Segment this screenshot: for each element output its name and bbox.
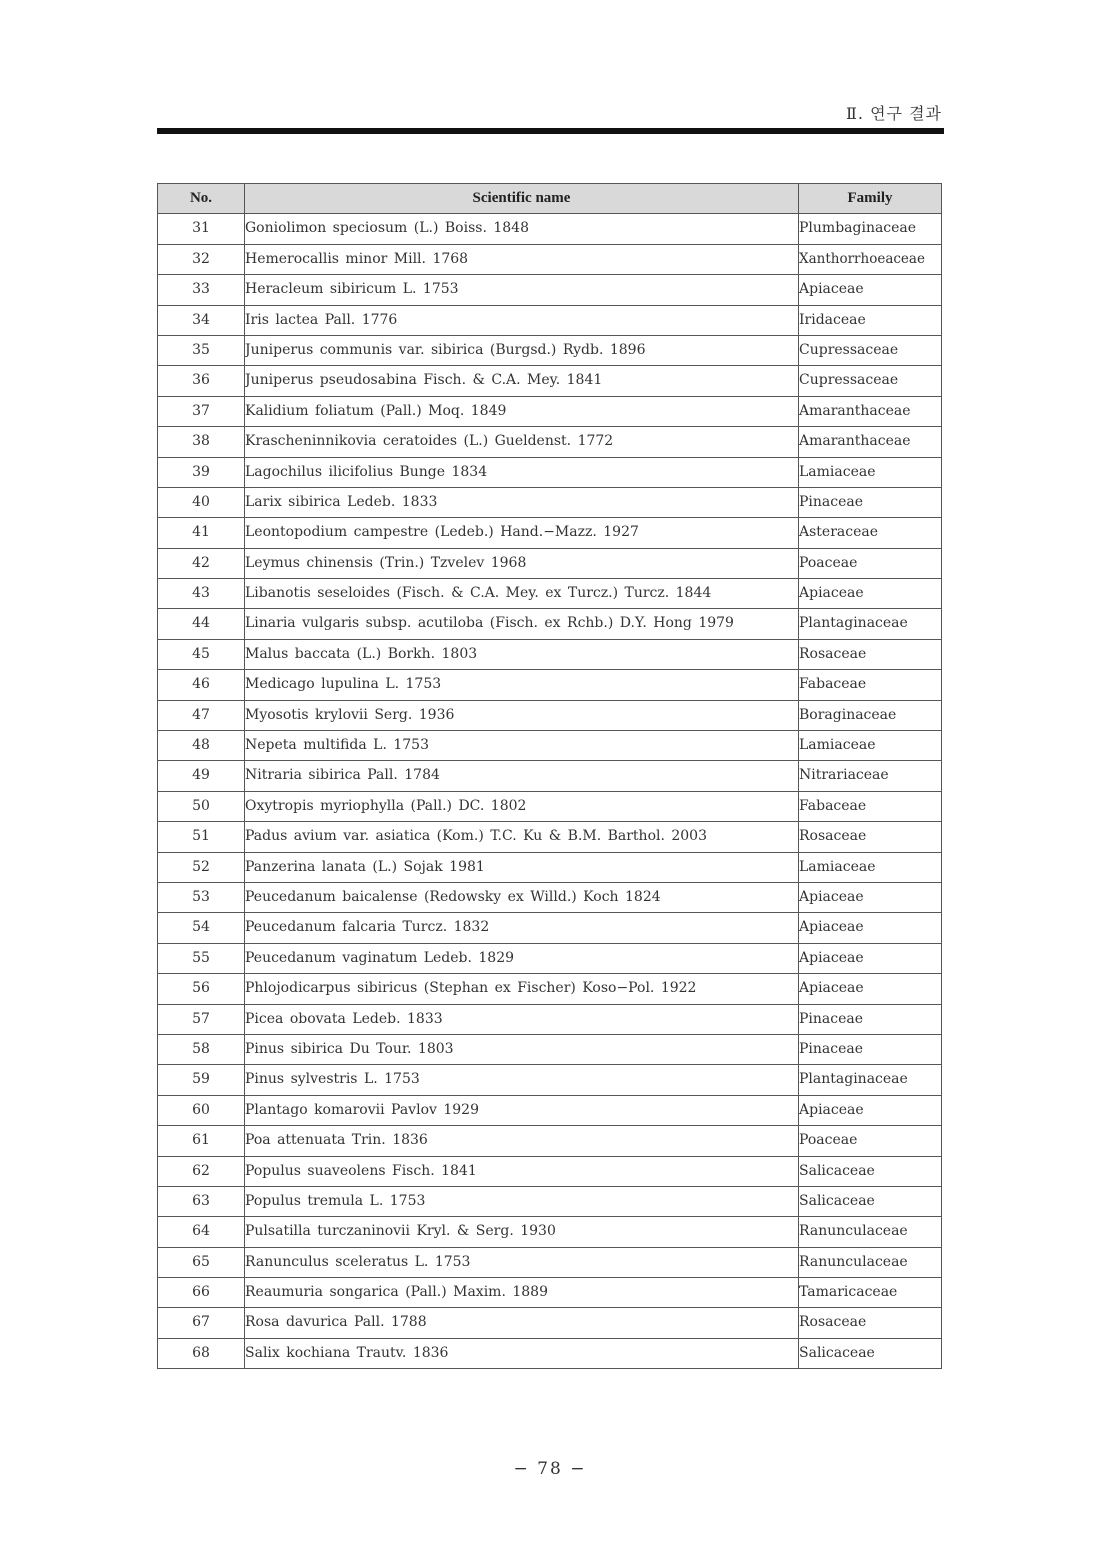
- family-name: Asteraceae: [799, 518, 942, 548]
- family-name: Pinaceae: [799, 1034, 942, 1064]
- scientific-name: Picea obovata Ledeb. 1833: [245, 1004, 799, 1034]
- family-name: Poaceae: [799, 1126, 942, 1156]
- row-number: 42: [158, 548, 245, 578]
- family-name: Apiaceae: [799, 275, 942, 305]
- family-name: Rosaceae: [799, 639, 942, 669]
- row-number: 52: [158, 852, 245, 882]
- page-number: − 78 −: [513, 1459, 587, 1479]
- family-name: Rosaceae: [799, 1308, 942, 1338]
- table-row: [158, 700, 942, 730]
- family-name: Fabaceae: [799, 670, 942, 700]
- family-name: Apiaceae: [799, 913, 942, 943]
- table-row: [158, 548, 942, 578]
- scientific-name: Medicago lupulina L. 1753: [245, 670, 799, 700]
- table-row: [158, 1338, 942, 1368]
- species-table: [157, 183, 942, 1369]
- family-name: Apiaceae: [799, 943, 942, 973]
- row-number: 62: [158, 1156, 245, 1186]
- family-name: Lamiaceae: [799, 731, 942, 761]
- table-row: [158, 457, 942, 487]
- family-name: Fabaceae: [799, 791, 942, 821]
- row-number: 38: [158, 427, 245, 457]
- row-number: 36: [158, 366, 245, 396]
- family-name: Cupressaceae: [799, 366, 942, 396]
- row-number: 41: [158, 518, 245, 548]
- row-number: 61: [158, 1126, 245, 1156]
- table-row: [158, 1308, 942, 1338]
- row-number: 54: [158, 913, 245, 943]
- scientific-name: Nepeta multifida L. 1753: [245, 731, 799, 761]
- row-number: 64: [158, 1217, 245, 1247]
- row-number: 32: [158, 244, 245, 274]
- table-row: [158, 1065, 942, 1095]
- scientific-name: Pinus sibirica Du Tour. 1803: [245, 1034, 799, 1064]
- table-header-row: [158, 184, 942, 214]
- scientific-name: Malus baccata (L.) Borkh. 1803: [245, 639, 799, 669]
- scientific-name: Padus avium var. asiatica (Kom.) T.C. Ku & B.M. Barthol. 2003: [245, 822, 799, 852]
- scientific-name: Populus tremula L. 1753: [245, 1186, 799, 1216]
- scientific-name: Populus suaveolens Fisch. 1841: [245, 1156, 799, 1186]
- table-row: [158, 852, 942, 882]
- table-row: [158, 1156, 942, 1186]
- row-number: 47: [158, 700, 245, 730]
- family-name: Amaranthaceae: [799, 427, 942, 457]
- scientific-name: Goniolimon speciosum (L.) Boiss. 1848: [245, 214, 799, 244]
- scientific-name: Libanotis seseloides (Fisch. & C.A. Mey. ex Turcz.) Turcz. 1844: [245, 579, 799, 609]
- scientific-name: Iris lactea Pall. 1776: [245, 305, 799, 335]
- table-row: [158, 1095, 942, 1125]
- row-number: 40: [158, 487, 245, 517]
- scientific-name: Panzerina lanata (L.) Sojak 1981: [245, 852, 799, 882]
- header-rule: [157, 128, 944, 134]
- row-number: 45: [158, 639, 245, 669]
- scientific-name: Oxytropis myriophylla (Pall.) DC. 1802: [245, 791, 799, 821]
- family-name: Plantaginaceae: [799, 1065, 942, 1095]
- family-name: Pinaceae: [799, 1004, 942, 1034]
- table-row: [158, 335, 942, 365]
- scientific-name: Hemerocallis minor Mill. 1768: [245, 244, 799, 274]
- family-name: Plumbaginaceae: [799, 214, 942, 244]
- row-number: 31: [158, 214, 245, 244]
- scientific-name: Phlojodicarpus sibiricus (Stephan ex Fischer) Koso−Pol. 1922: [245, 974, 799, 1004]
- row-number: 60: [158, 1095, 245, 1125]
- scientific-name: Juniperus pseudosabina Fisch. & C.A. Mey. 1841: [245, 366, 799, 396]
- scientific-name: Peucedanum vaginatum Ledeb. 1829: [245, 943, 799, 973]
- row-number: 50: [158, 791, 245, 821]
- table-row: [158, 396, 942, 426]
- row-number: 65: [158, 1247, 245, 1277]
- family-name: Apiaceae: [799, 579, 942, 609]
- family-name: Nitrariaceae: [799, 761, 942, 791]
- table-row: [158, 731, 942, 761]
- scientific-name: Plantago komarovii Pavlov 1929: [245, 1095, 799, 1125]
- row-number: 37: [158, 396, 245, 426]
- row-number: 35: [158, 335, 245, 365]
- scientific-name: Peucedanum falcaria Turcz. 1832: [245, 913, 799, 943]
- table-row: [158, 1247, 942, 1277]
- family-name: Tamaricaceae: [799, 1278, 942, 1308]
- scientific-name: Rosa davurica Pall. 1788: [245, 1308, 799, 1338]
- family-name: Ranunculaceae: [799, 1217, 942, 1247]
- family-name: Xanthorrhoeaceae: [799, 244, 942, 274]
- row-number: 39: [158, 457, 245, 487]
- column-header-no: No.: [158, 184, 245, 214]
- row-number: 66: [158, 1278, 245, 1308]
- row-number: 43: [158, 579, 245, 609]
- table-row: [158, 639, 942, 669]
- scientific-name: Nitraria sibirica Pall. 1784: [245, 761, 799, 791]
- table-row: [158, 1278, 942, 1308]
- scientific-name: Juniperus communis var. sibirica (Burgsd.) Rydb. 1896: [245, 335, 799, 365]
- family-name: Lamiaceae: [799, 852, 942, 882]
- table-body: [158, 214, 942, 1369]
- column-header-scientific-name: Scientific name: [245, 184, 799, 214]
- row-number: 46: [158, 670, 245, 700]
- table-row: [158, 1004, 942, 1034]
- family-name: Plantaginaceae: [799, 609, 942, 639]
- family-name: Amaranthaceae: [799, 396, 942, 426]
- row-number: 57: [158, 1004, 245, 1034]
- row-number: 51: [158, 822, 245, 852]
- row-number: 68: [158, 1338, 245, 1368]
- scientific-name: Heracleum sibiricum L. 1753: [245, 275, 799, 305]
- row-number: 48: [158, 731, 245, 761]
- row-number: 44: [158, 609, 245, 639]
- table-row: [158, 761, 942, 791]
- family-name: Poaceae: [799, 548, 942, 578]
- table-row: [158, 1034, 942, 1064]
- family-name: Apiaceae: [799, 974, 942, 1004]
- scientific-name: Salix kochiana Trautv. 1836: [245, 1338, 799, 1368]
- table-row: [158, 1126, 942, 1156]
- family-name: Pinaceae: [799, 487, 942, 517]
- table-row: [158, 974, 942, 1004]
- row-number: 53: [158, 882, 245, 912]
- scientific-name: Poa attenuata Trin. 1836: [245, 1126, 799, 1156]
- scientific-name: Pulsatilla turczaninovii Kryl. & Serg. 1930: [245, 1217, 799, 1247]
- scientific-name: Leymus chinensis (Trin.) Tzvelev 1968: [245, 548, 799, 578]
- table-row: [158, 882, 942, 912]
- table-row: [158, 609, 942, 639]
- row-number: 33: [158, 275, 245, 305]
- scientific-name: Leontopodium campestre (Ledeb.) Hand.−Mazz. 1927: [245, 518, 799, 548]
- table-row: [158, 1217, 942, 1247]
- table-row: [158, 791, 942, 821]
- row-number: 34: [158, 305, 245, 335]
- family-name: Salicaceae: [799, 1338, 942, 1368]
- family-name: Cupressaceae: [799, 335, 942, 365]
- scientific-name: Peucedanum baicalense (Redowsky ex Willd.) Koch 1824: [245, 882, 799, 912]
- table-row: [158, 305, 942, 335]
- scientific-name: Lagochilus ilicifolius Bunge 1834: [245, 457, 799, 487]
- table-row: [158, 822, 942, 852]
- scientific-name: Ranunculus sceleratus L. 1753: [245, 1247, 799, 1277]
- table-row: [158, 518, 942, 548]
- scientific-name: Krascheninnikovia ceratoides (L.) Gueldenst. 1772: [245, 427, 799, 457]
- table-row: [158, 670, 942, 700]
- table-row: [158, 366, 942, 396]
- row-number: 55: [158, 943, 245, 973]
- row-number: 58: [158, 1034, 245, 1064]
- scientific-name: Linaria vulgaris subsp. acutiloba (Fisch. ex Rchb.) D.Y. Hong 1979: [245, 609, 799, 639]
- table-row: [158, 913, 942, 943]
- column-header-family: Family: [799, 184, 942, 214]
- scientific-name: Kalidium foliatum (Pall.) Moq. 1849: [245, 396, 799, 426]
- row-number: 67: [158, 1308, 245, 1338]
- table-row: [158, 214, 942, 244]
- scientific-name: Reaumuria songarica (Pall.) Maxim. 1889: [245, 1278, 799, 1308]
- scientific-name: Pinus sylvestris L. 1753: [245, 1065, 799, 1095]
- table-row: [158, 427, 942, 457]
- table-row: [158, 1186, 942, 1216]
- family-name: Salicaceae: [799, 1156, 942, 1186]
- table-row: [158, 579, 942, 609]
- scientific-name: Larix sibirica Ledeb. 1833: [245, 487, 799, 517]
- family-name: Boraginaceae: [799, 700, 942, 730]
- table-row: [158, 244, 942, 274]
- row-number: 56: [158, 974, 245, 1004]
- row-number: 59: [158, 1065, 245, 1095]
- family-name: Rosaceae: [799, 822, 942, 852]
- family-name: Apiaceae: [799, 882, 942, 912]
- table-row: [158, 487, 942, 517]
- row-number: 63: [158, 1186, 245, 1216]
- table-row: [158, 943, 942, 973]
- family-name: Salicaceae: [799, 1186, 942, 1216]
- section-title: Ⅱ. 연구 결과: [846, 104, 942, 123]
- table-row: [158, 275, 942, 305]
- family-name: Apiaceae: [799, 1095, 942, 1125]
- family-name: Lamiaceae: [799, 457, 942, 487]
- family-name: Iridaceae: [799, 305, 942, 335]
- row-number: 49: [158, 761, 245, 791]
- family-name: Ranunculaceae: [799, 1247, 942, 1277]
- scientific-name: Myosotis krylovii Serg. 1936: [245, 700, 799, 730]
